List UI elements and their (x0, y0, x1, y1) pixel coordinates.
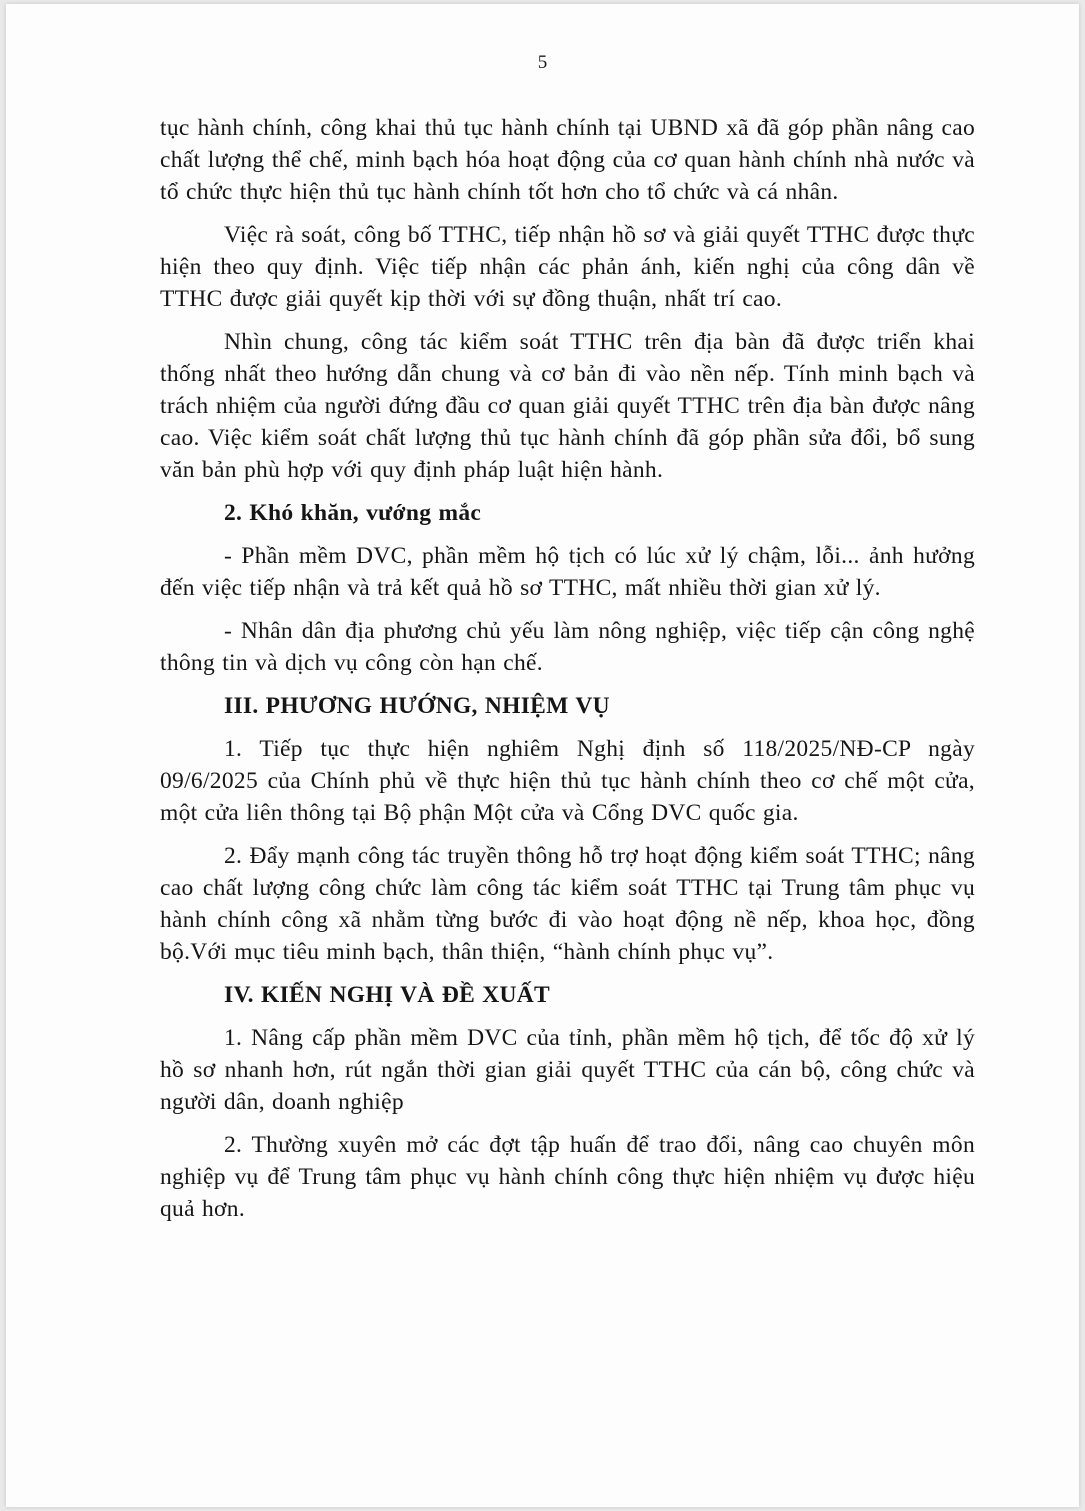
paragraph-task-2: 2. Đẩy mạnh công tác truyền thông hỗ trợ hoạt động kiểm soát TTHC; nâng cao chất lượng công chức làm công tác kiểm soát TTHC tại Trung tâm phục vụ hành chính công xã nhằm từng bước đi vào hoạt động nề nếp, khoa học, đồng bộ.Với mục tiêu minh bạch, thân thiện, “hành chính phục vụ”. (160, 843, 975, 965)
heading-directions-tasks: III. PHƯƠNG HƯỚNG, NHIỆM VỤ (224, 693, 610, 719)
paragraph-review-publication: Việc rà soát, công bố TTHC, tiếp nhận hồ sơ và giải quyết TTHC được thực hiện theo quy định. Việc tiếp nhận các phản ánh, kiến nghị của công dân về TTHC được giải quyết kịp thời với sự đồng thuận, nhất trí cao. (160, 222, 975, 312)
heading-recommendations: IV. KIẾN NGHỊ VÀ ĐỀ XUẤT (224, 982, 551, 1008)
paragraph-task-1: 1. Tiếp tục thực hiện nghiêm Nghị định số 118/2025/NĐ-CP ngày 09/6/2025 của Chính phủ về thực hiện thủ tục hành chính theo cơ chế một cửa, một cửa liên thông tại Bộ phận Một cửa và Cổng DVC quốc gia. (160, 736, 975, 826)
paragraph-recommendation-2: 2. Thường xuyên mở các đợt tập huấn để trao đổi, nâng cao chuyên môn nghiệp vụ để Trung tâm phục vụ hành chính công thực hiện nhiệm vụ được hiệu quả hơn. (160, 1132, 975, 1222)
paragraph-continuation: tục hành chính, công khai thủ tục hành chính tại UBND xã đã góp phần nâng cao chất lượng thể chế, minh bạch hóa hoạt động của cơ quan hành chính nhà nước và tổ chức thực hiện thủ tục hành chính tốt hơn cho tổ chức và cá nhân. (160, 115, 975, 205)
document-page (6, 4, 1079, 1507)
paragraph-difficulty-software: - Phần mềm DVC, phần mềm hộ tịch có lúc xử lý chậm, lỗi... ảnh hưởng đến việc tiếp nhận và trả kết quả hồ sơ TTHC, mất nhiều thời gian xử lý. (160, 543, 975, 601)
paragraph-overall-assessment: Nhìn chung, công tác kiểm soát TTHC trên địa bàn đã được triển khai thống nhất theo hướng dẫn chung và cơ bản đi vào nền nếp. Tính minh bạch và trách nhiệm của người đứng đầu cơ quan giải quyết TTHC trên địa bàn được nâng cao. Việc kiểm soát chất lượng thủ tục hành chính đã góp phần sửa đổi, bổ sung văn bản phù hợp với quy định pháp luật hiện hành. (160, 329, 975, 483)
paragraph-difficulty-citizens: - Nhân dân địa phương chủ yếu làm nông nghiệp, việc tiếp cận công nghệ thông tin và dịch vụ công còn hạn chế. (160, 618, 975, 676)
heading-difficulties: 2. Khó khăn, vướng mắc (224, 500, 482, 526)
page-number: 5 (537, 52, 548, 73)
paragraph-recommendation-1: 1. Nâng cấp phần mềm DVC của tỉnh, phần mềm hộ tịch, để tốc độ xử lý hồ sơ nhanh hơn, rút ngắn thời gian giải quyết TTHC của cán bộ, công chức và người dân, doanh nghiệp (160, 1025, 975, 1115)
document-body (160, 112, 975, 1236)
